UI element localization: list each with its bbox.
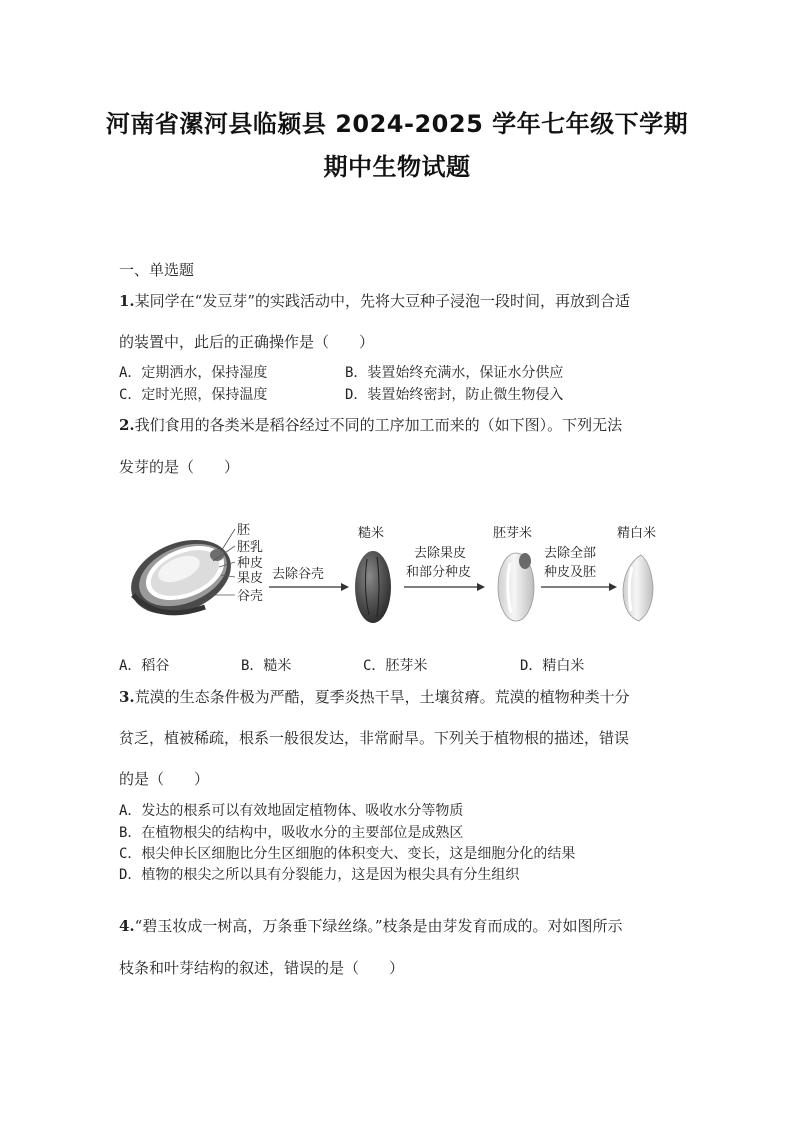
rice-grain-illustration [120, 526, 242, 628]
part-label-endosperm: 胚乳 [237, 540, 264, 555]
stage-germ-rice-label: 胚芽米 [493, 526, 533, 541]
question-2 [119, 414, 622, 435]
q1-option-a[interactable]: A．定期洒水，保持湿度 [119, 365, 268, 381]
question-text: 某同学在“发豆芽”的实践活动中，先将大豆种子浸泡一段时间，再放到合适 [134, 292, 631, 310]
question-3-line3: 的是（ ） [119, 770, 210, 788]
question-text: 荒漠的生态条件极为严酷，夏季炎热干旱，土壤贫瘠。荒漠的植物种类十分 [134, 688, 630, 706]
stage-polished-rice-label: 精白米 [617, 526, 657, 541]
question-2-line2: 发芽的是（ ） [119, 458, 240, 476]
page-title: 河南省漯河县临颍县 2024-2025 学年七年级下学期 [105, 110, 689, 138]
question-4-line2: 枝条和叶芽结构的叙述，错误的是（ ） [119, 959, 405, 977]
section-heading: 一、单选题 [119, 261, 195, 279]
arrow-1-head [341, 583, 349, 591]
step-3-label-1: 去除全部 [544, 546, 597, 561]
part-label-embryo: 胚 [237, 523, 251, 538]
question-number: 4. [119, 917, 135, 935]
step-1-label: 去除谷壳 [272, 567, 325, 582]
q2-option-c[interactable]: C．胚芽米 [363, 658, 428, 674]
part-label-seed-coat: 种皮 [237, 556, 264, 571]
q1-option-c[interactable]: C．定时光照，保持温度 [119, 387, 268, 403]
question-3-line2: 贫乏，植被稀疏，根系一般很发达，非常耐旱。下列关于植物根的描述，错误 [119, 729, 630, 747]
arrow-3-head [609, 583, 617, 591]
part-label-husk: 谷壳 [237, 589, 264, 604]
arrow-2-head [477, 583, 485, 591]
step-2-label-1: 去除果皮 [414, 546, 467, 561]
q3-option-a[interactable]: A．发达的根系可以有效地固定植物体、吸收水分等物质 [119, 803, 464, 819]
q1-option-b[interactable]: B．装置始终充满水，保证水分供应 [345, 365, 564, 381]
question-number: 2. [119, 416, 135, 434]
question-number: 1. [119, 292, 135, 310]
rice-processing-figure [119, 515, 679, 630]
q2-option-a[interactable]: A．稻谷 [119, 658, 170, 674]
part-label-pericarp: 果皮 [237, 571, 264, 586]
step-3-label-2: 种皮及胚 [544, 565, 597, 580]
question-number: 3. [119, 688, 135, 706]
q2-option-d[interactable]: D．精白米 [520, 658, 585, 674]
polished-rice-grain [623, 555, 653, 621]
q3-option-b[interactable]: B．在植物根尖的结构中，吸收水分的主要部位是成熟区 [119, 825, 464, 841]
question-text: 我们食用的各类米是稻谷经过不同的工序加工而来的（如下图）。下列无法 [134, 416, 623, 434]
q3-option-c[interactable]: C．根尖伸长区细胞比分生区细胞的体积变大、变长，这是细胞分化的结果 [119, 846, 576, 862]
question-1-line2: 的装置中，此后的正确操作是（ ） [119, 333, 375, 351]
q1-option-d[interactable]: D．装置始终密封，防止微生物侵入 [345, 387, 564, 403]
step-2-label-2: 和部分种皮 [406, 565, 472, 580]
q2-option-b[interactable]: B．糙米 [241, 658, 292, 674]
stage-brown-rice-label: 糙米 [358, 526, 385, 541]
question-3 [119, 686, 630, 707]
brown-rice-grain [355, 551, 391, 623]
q3-option-d[interactable]: D．植物的根尖之所以具有分裂能力，这是因为根尖具有分生组织 [119, 867, 520, 883]
page-title-line2: 期中生物试题 [323, 153, 471, 181]
question-4 [119, 915, 623, 936]
question-1 [119, 290, 630, 311]
question-text: “碧玉妆成一树高，万条垂下绿丝绦。”枝条是由芽发育而成的。对如图所示 [134, 917, 623, 935]
